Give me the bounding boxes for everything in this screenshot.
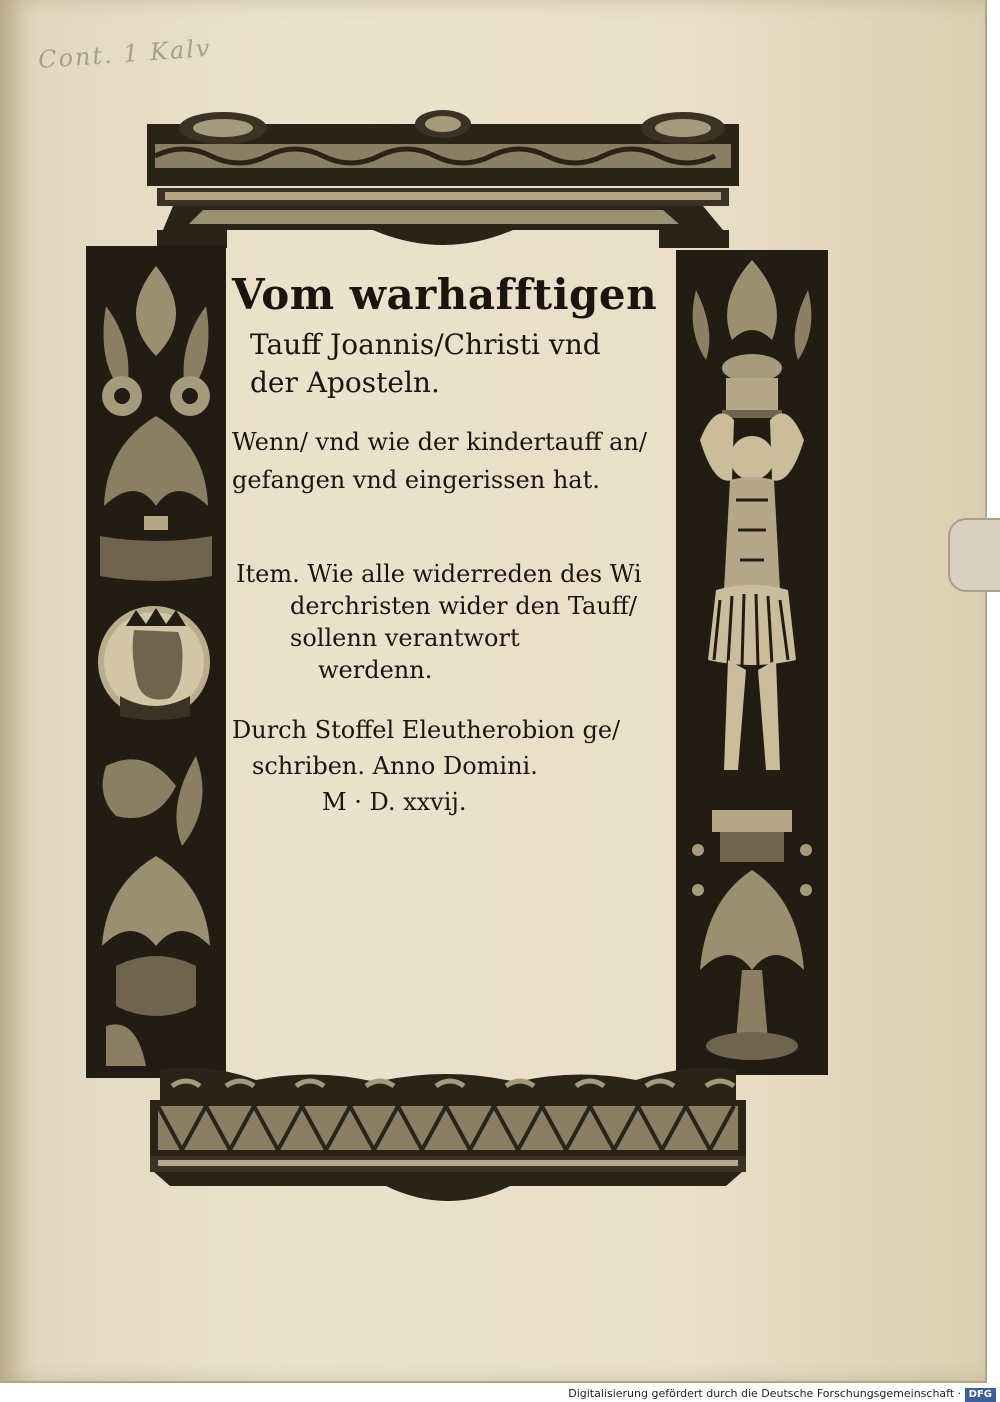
author-line-2: schriben. Anno Domini. — [252, 752, 538, 780]
footer-credit — [0, 1385, 1000, 1402]
shelfmark-stamp: Cont. 1 Kalv — [37, 33, 213, 75]
paragraph-1-line-1: Wenn/ vnd wie der kindertauff an/ — [232, 428, 647, 456]
paragraph-2-line-1: Item. Wie alle widerreden des Wi — [236, 560, 642, 588]
top-woodcut-border — [143, 110, 743, 250]
paragraph-2-line-2: derchristen wider den Tauff/ — [290, 592, 637, 620]
left-woodcut-column — [86, 246, 226, 1078]
title-heading-line-3: der Aposteln. — [250, 366, 440, 399]
paragraph-2-line-4: werdenn. — [318, 656, 433, 684]
title-heading-line-2: Tauff Joannis/Christi vnd — [250, 328, 601, 361]
bottom-woodcut-border — [146, 1066, 750, 1206]
author-line-1: Durch Stoffel Eleutherobion ge/ — [232, 716, 621, 744]
paragraph-2-line-3: sollenn verantwort — [290, 624, 520, 652]
title-heading-line-1: Vom warhafftigen — [232, 270, 658, 319]
right-woodcut-column — [676, 250, 828, 1075]
footer-credit-text: Digitalisierung gefördert durch die Deutsche Forschungsgemeinschaft · — [568, 1387, 962, 1400]
date-line: M · D. xxvij. — [322, 788, 467, 816]
paragraph-1-line-2: gefangen vnd eingerissen hat. — [232, 466, 600, 494]
dfg-logo: DFG — [965, 1388, 996, 1402]
clip-tab — [948, 518, 1000, 592]
